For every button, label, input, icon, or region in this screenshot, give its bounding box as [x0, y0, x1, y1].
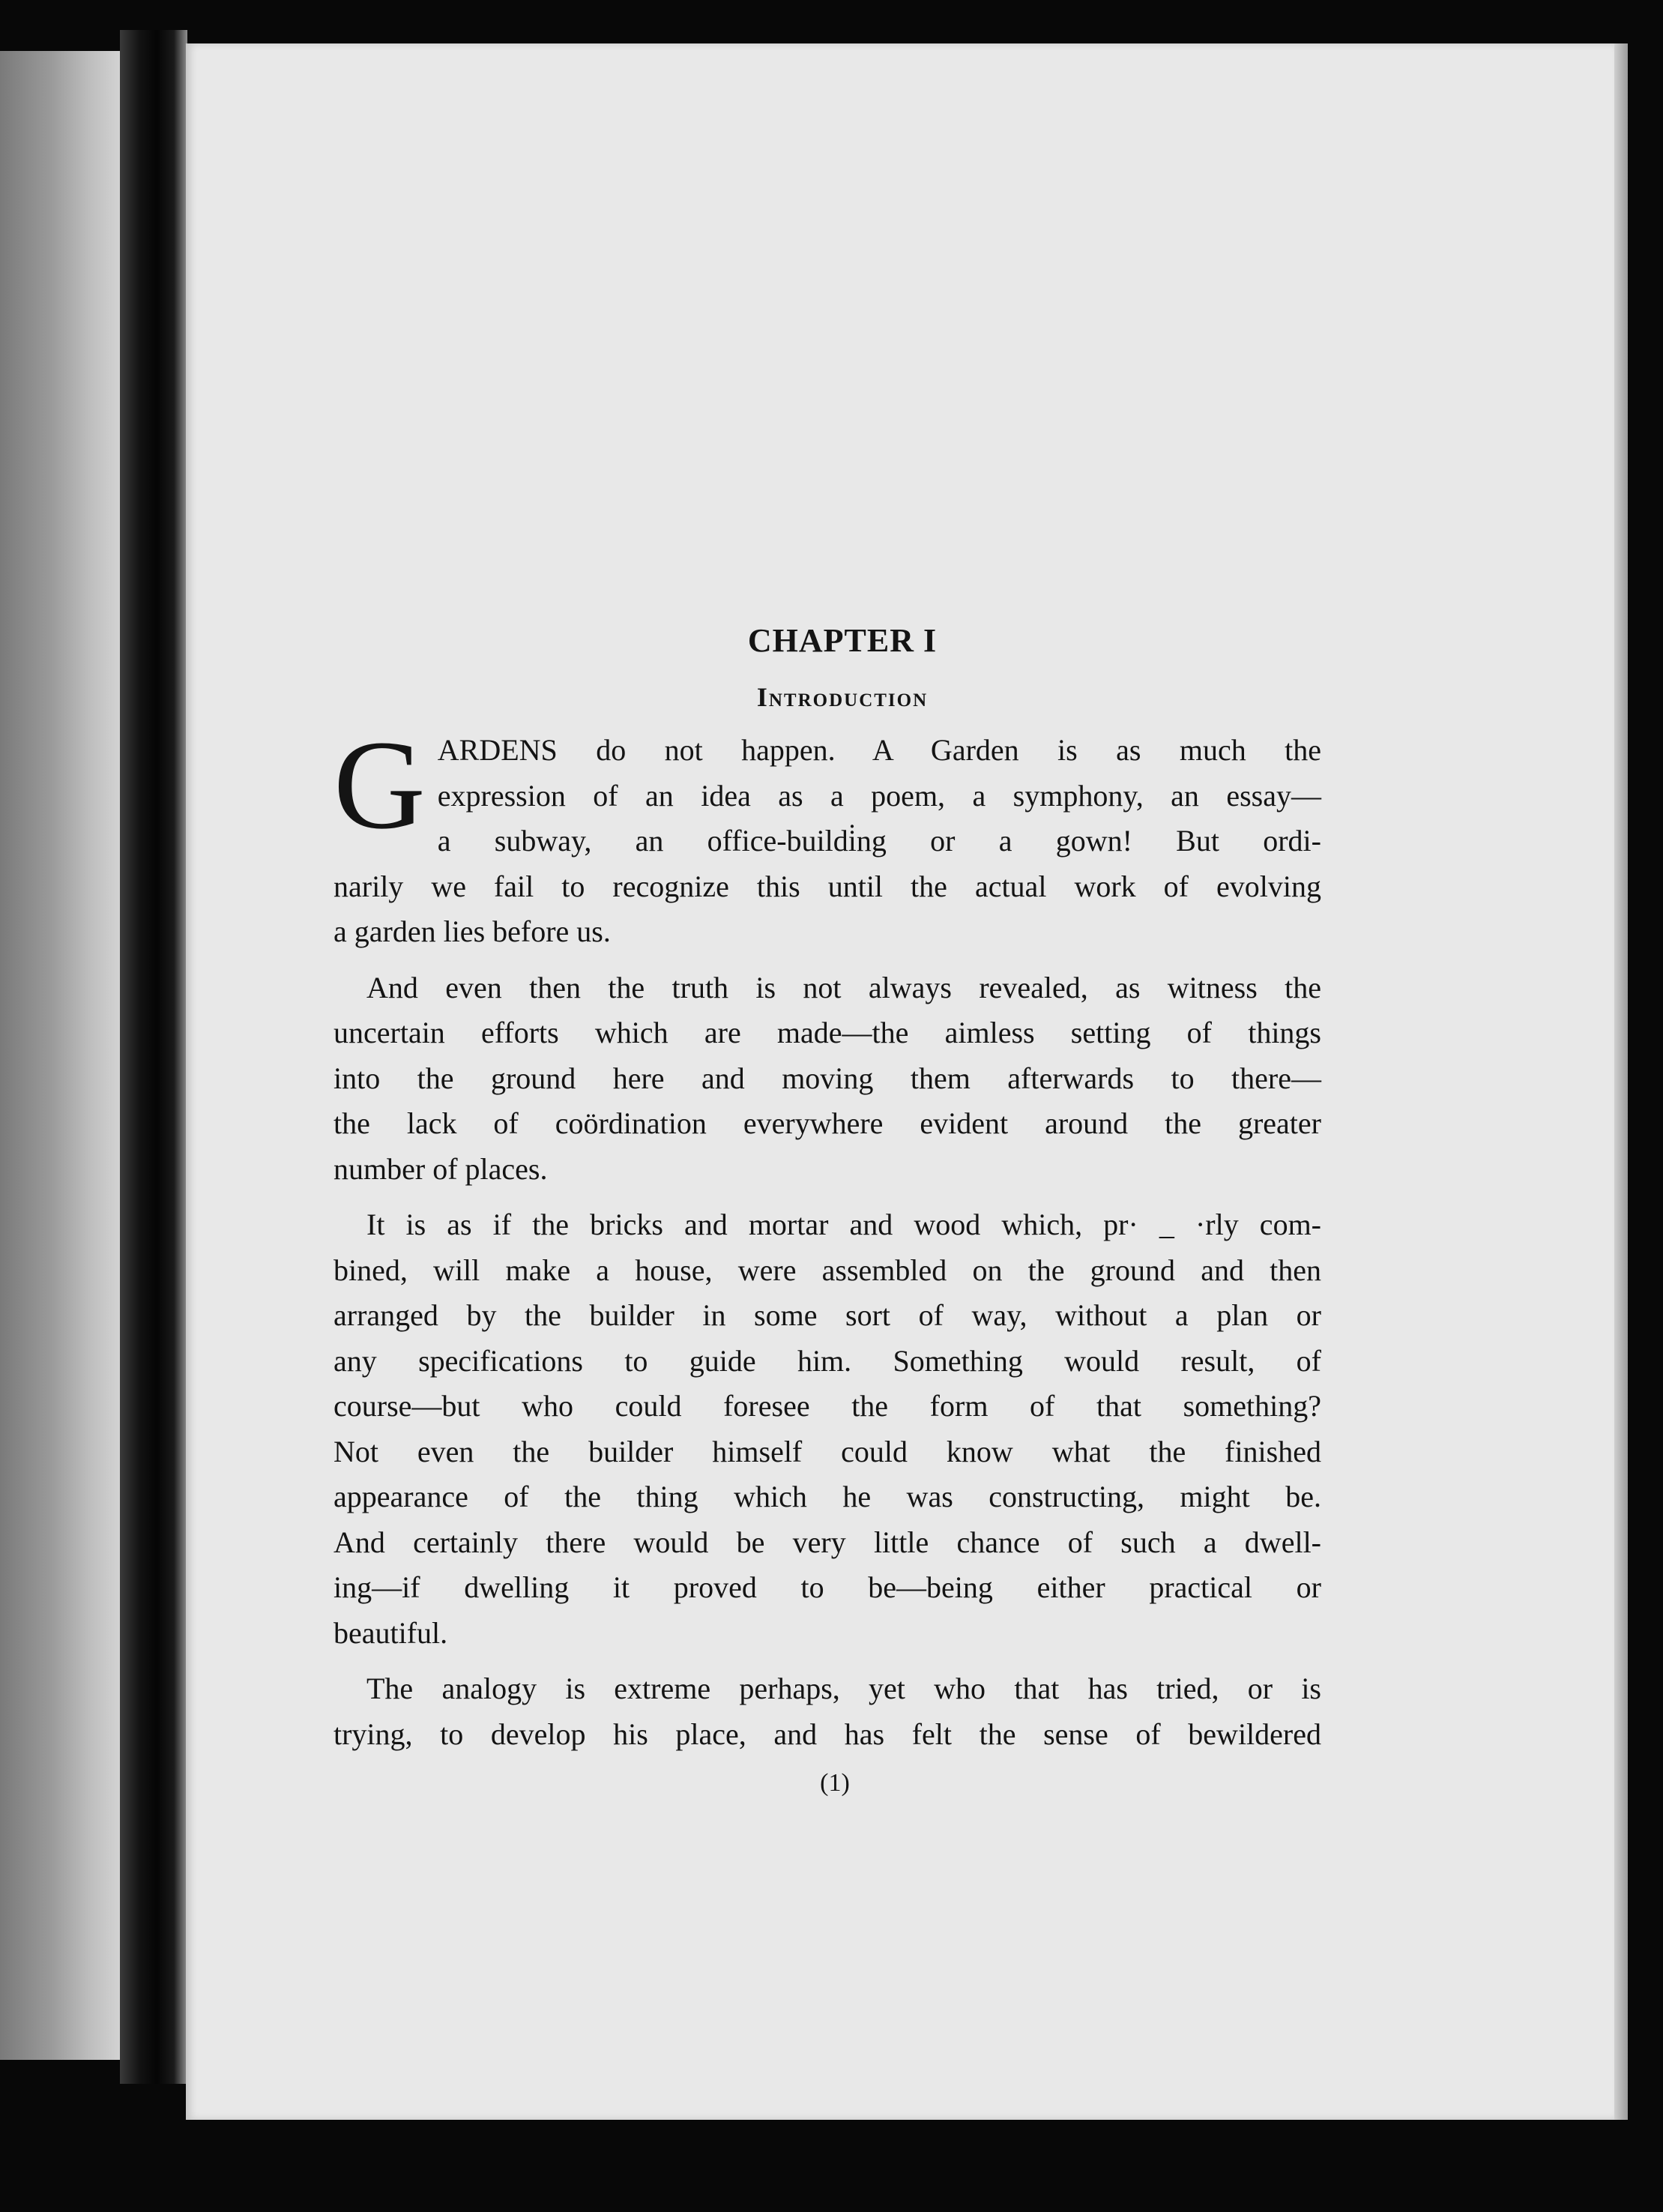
text-line: into the ground here and moving them afterwards to there—	[333, 1061, 1321, 1095]
text-line: beautiful.	[333, 1615, 448, 1650]
text-line: And even then the truth is not always revealed, as witness the	[366, 970, 1321, 1004]
paragraph-2	[333, 965, 1321, 1193]
page-number: (1)	[820, 1769, 850, 1797]
text-line: number of places.	[333, 1151, 548, 1186]
text-line: a subway, an office-buildi̇ng or a gown! But ordi-	[437, 824, 1321, 858]
text-line: The analogy is extreme perhaps, yet who that has tried, or is	[366, 1672, 1321, 1705]
text-line: a garden lies before us.	[333, 914, 611, 948]
text-line: the lack of coördination everywhere evident around the greater	[333, 1106, 1321, 1140]
paragraph-1	[333, 714, 1321, 955]
text-line: narily we fail to recognize this until the actual work of evolving	[333, 869, 1321, 903]
text-line: uncertain efforts which are made—the aimless setting of things	[333, 1016, 1321, 1049]
text-line: any specifications to guide him. Something would result, of	[333, 1343, 1321, 1378]
book-gutter	[120, 30, 187, 2084]
section-title: Introduction	[756, 682, 929, 712]
text-line: ing—if dwelling it proved to be—being either practical or	[333, 1570, 1321, 1604]
facing-page-edge	[0, 51, 127, 2060]
text-line: It is as if the bricks and mortar and wood which, pr· _ ·rly com-	[366, 1208, 1321, 1241]
text-line: expression of an idea as a poem, a symphony, an essay—	[437, 778, 1321, 813]
text-line: Not even the builder himself could know what the finished	[333, 1434, 1321, 1468]
page-text-block	[333, 611, 1321, 1797]
page-fore-edge	[1614, 43, 1628, 2120]
text-line: ARDENS do not happen. A Garden is as much the	[437, 733, 1321, 767]
drop-cap: G	[333, 714, 426, 855]
text-line: trying, to develop his place, and has felt the sense of bewildered	[333, 1717, 1321, 1751]
text-line: bined, will make a house, were assembled on the ground and then	[333, 1253, 1321, 1287]
text-line: appearance of the thing which he was constructing, might be.	[333, 1480, 1321, 1513]
chapter-title: CHAPTER I	[747, 622, 938, 659]
text-line: course—but who could foresee the form of that something?	[333, 1389, 1321, 1423]
paragraph-3	[333, 1202, 1321, 1656]
text-line: And certainly there would be very little chance of such a dwell-	[333, 1525, 1321, 1559]
text-line: arranged by the builder in some sort of way, without a plan or	[333, 1298, 1321, 1332]
paragraph-4	[333, 1666, 1321, 1757]
